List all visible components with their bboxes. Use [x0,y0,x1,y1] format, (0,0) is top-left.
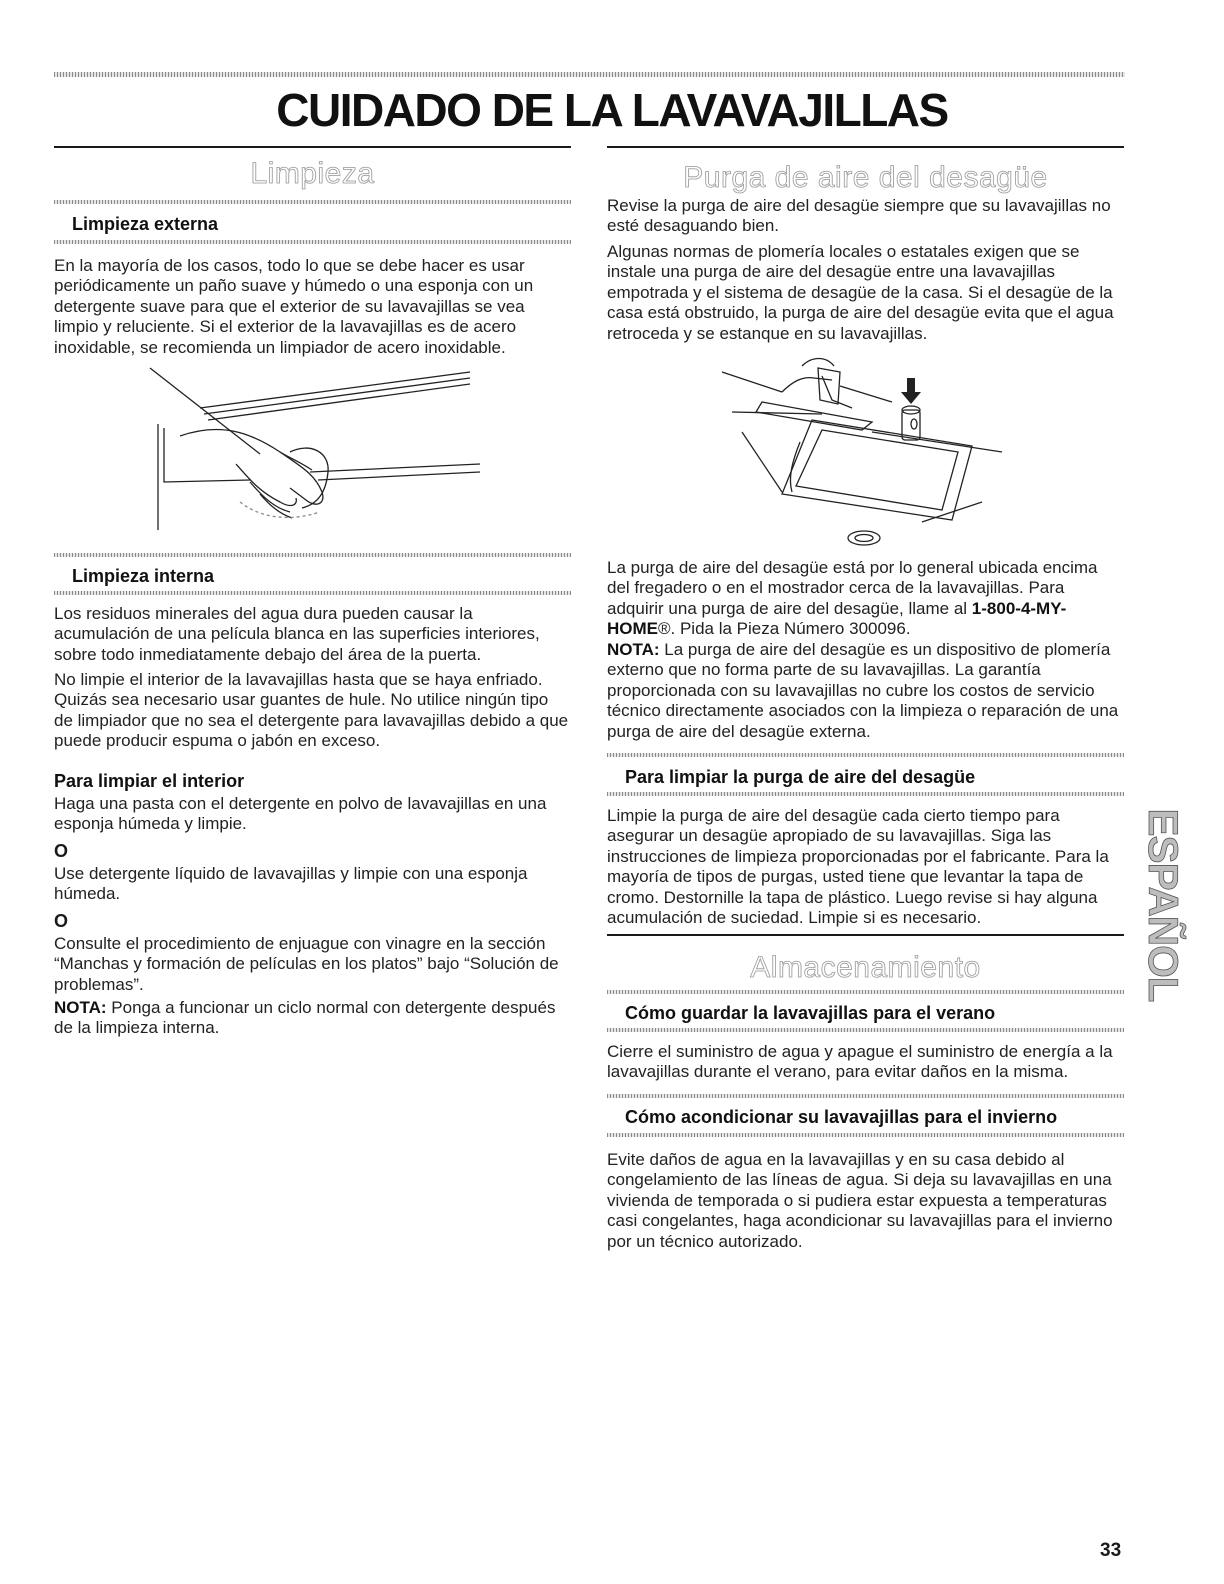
heading-para-limpiar-interior: Para limpiar el interior [54,771,245,791]
hatch-divider [54,553,571,557]
heading-limpieza-interna: Limpieza interna [72,566,215,586]
text-interior-2: Use detergente líquido de lavavajillas y limpie con una esponja húmeda. [54,864,528,904]
text-interior-3: Consulte el procedimiento de enjuague con vinagre en la sección “Manchas y formación de películas en los platos” bajo “Solución de problemas”. [54,934,559,994]
hatch-divider [607,1028,1124,1032]
down-arrow-icon [901,378,921,404]
text-purga-3 [607,558,1122,640]
text-purga-1: Revise la purga de aire del desagüe siempre que su lavavajillas no esté desaguando bien. [607,196,1111,236]
nota-label: NOTA: [607,640,660,659]
text-limpieza-interna-1: Los residuos minerales del agua dura pueden causar la acumulación de una película blanca en las superficies interiores, sobre todo inmediatamente debajo del área de la puerta. [54,604,540,664]
nota-text: Ponga a funcionar un ciclo normal con detergente después de la limpieza interna. [54,998,556,1038]
nota-limpieza-interna [54,998,569,1039]
section-title-almacenamiento: Almacenamiento [750,951,981,984]
heading-invierno: Cómo acondicionar su lavavajillas para el invierno [625,1107,1058,1127]
heading-limpiar-purga: Para limpiar la purga de aire del desagüe [625,767,976,787]
nota-label: NOTA: [54,998,107,1017]
nota-purga [607,640,1122,742]
sink-air-gap-illustration [722,352,1012,552]
text-purga-3b: ®. Pida la Pieza Número 300096. [658,619,911,639]
hatch-divider [54,200,571,204]
nota-text: La purga de aire del desagüe es un dispositivo de plomería externo que no forma parte de su lavavajillas. La garantía proporcionada con su lavavajillas no cubre los costos de servicio técnico directamente asociados con la limpieza o reparación de una purga de aire del desagüe externa. [607,640,1119,741]
page-number: 33 [1100,1540,1122,1561]
text-purga-2: Algunas normas de plomería locales o estatales exigen que se instale una purga de aire del desagüe entre una lavavajillas empotrada y el sistema de desagüe de la casa. Si el desagüe de la casa está obstruido, la purga de aire del desagüe evita que el agua retroceda y se estanque en su lavavajillas. [607,242,1114,343]
hatch-divider [54,240,571,244]
hatch-divider [54,591,571,595]
phone-number: 1-800-4-MY-HOME [607,598,1067,639]
page-title: CUIDADO DE LA LAVAVAJILLAS [276,84,948,136]
section-rule [54,146,571,148]
hatch-divider [607,753,1124,757]
text-limpiar-purga: Limpie la purga de aire del desagüe cada cierto tiempo para asegurar un desagüe apropiado de su lavavajillas. Siga las instrucciones de limpieza proporcionadas por el fabricante. Para la mayoría de tipos de purgas, usted tiene que levantar la tapa de cromo. Destornille la tapa de plástico. Luego revise si hay alguna acumulación de suciedad. Limpie si es necesario. [607,806,1109,928]
text-purga-3a: La purga de aire del desagüe está por lo general ubicada encima del fregadero o en el mostrador cerca de la lavavajillas. Para adquirir una purga de aire del desagüe, llame al [607,558,1098,618]
or-separator: O [54,911,69,931]
section-title-purga: Purga de aire del desagüe [683,161,1048,194]
language-side-tab [1138,808,1187,1002]
hatch-divider [607,990,1124,994]
top-hatch-bar [54,72,1125,77]
section-rule [607,934,1124,936]
section-title-limpieza: Limpieza [250,157,375,190]
hatch-divider [607,792,1124,796]
text-invierno: Evite daños de agua en la lavavajillas y en su casa debido al congelamiento de las líneas de agua. Si deja su lavavajillas en una vivienda de temporada o si pudiera estar expuesta a temperaturas casi congelantes, haga acondicionar su lavavajillas para el invierno por un técnico autorizado. [607,1150,1113,1251]
heading-limpieza-externa: Limpieza externa [72,214,219,234]
text-limpieza-interna-2: No limpie el interior de la lavavajillas hasta que se haya enfriado. Quizás sea necesario usar guantes de hule. No utilice ningún tipo de limpiador que no sea el detergente para lavavajillas debido a que puede producir espuma o jabón en exceso. [54,670,569,751]
hand-wiping-illustration [140,362,490,532]
section-rule [607,146,1124,148]
hatch-divider [607,1133,1124,1137]
or-separator: O [54,841,69,861]
hatch-divider [607,1094,1124,1098]
text-interior-1: Haga una pasta con el detergente en polvo de lavavajillas en una esponja húmeda y limpie. [54,794,547,834]
heading-verano: Cómo guardar la lavavajillas para el verano [625,1003,996,1023]
text-limpieza-externa: En la mayoría de los casos, todo lo que se debe hacer es usar periódicamente un paño suave y húmedo o una esponja con un detergente suave para que el exterior de su lavavajillas se vea limpio y reluciente. Si el exterior de la lavavajillas es de acero inoxidable, se recomienda un limpiador de acero inoxidable. [54,256,534,357]
text-verano: Cierre el suministro de agua y apague el suministro de energía a la lavavajillas durante el verano, para evitar daños en la misma. [607,1042,1113,1082]
side-tab-label: ESPAÑOL [1139,808,1187,1002]
